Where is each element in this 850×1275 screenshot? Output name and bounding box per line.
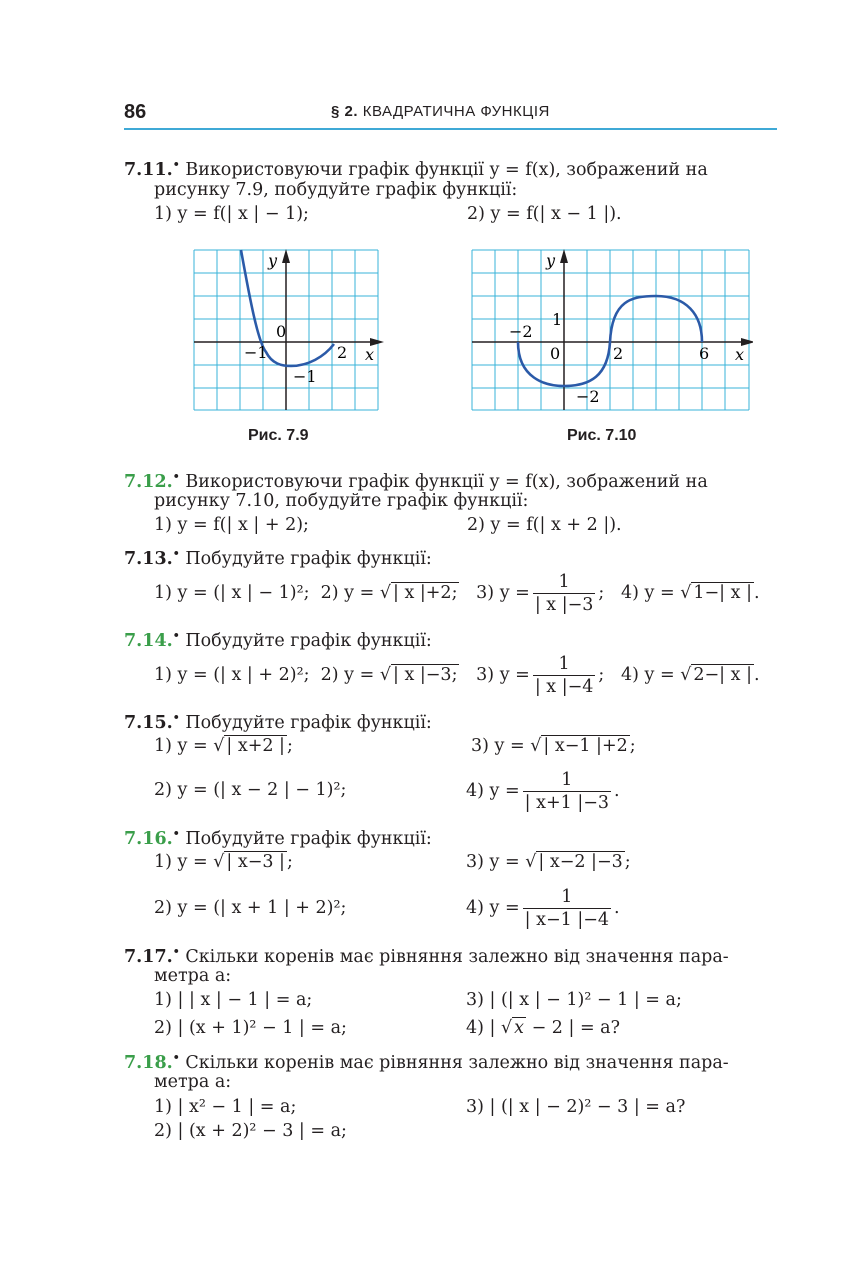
problem-7-17-item4: 4) | √ x − 2 | = a?: [466, 1018, 621, 1038]
denominator: | x |−3: [534, 595, 594, 615]
problem-7-15-item1: 1) y = √ | x+2 | ;: [154, 736, 293, 756]
problem-number: 7.14.: [124, 630, 173, 651]
item-2: 2) y =: [320, 583, 380, 603]
fraction: [523, 886, 611, 931]
origin-label: 0: [550, 344, 561, 363]
problem-7-16-item2: 2) y = (| x + 1 | + 2)²;: [154, 898, 347, 918]
problem-7-18-line2: метра a:: [154, 1072, 232, 1092]
numerator: 1: [533, 571, 596, 594]
separator: .: [614, 898, 620, 918]
tick-label-y-neg1: −1: [293, 367, 317, 386]
item-label: 3) y =: [471, 736, 531, 756]
problem-text: Побудуйте графік функції:: [185, 548, 432, 569]
problem-7-18-item2: 2) | (x + 2)² − 3 | = a;: [154, 1121, 347, 1141]
denominator: | x |−4: [534, 677, 594, 697]
numerator: 1: [523, 886, 611, 909]
item-label: 4) y =: [466, 898, 520, 918]
problem-7-17-line2: метра a:: [154, 966, 232, 986]
axis-label-x: x: [735, 345, 745, 364]
radicand: | x−3 |: [226, 852, 285, 872]
figure-7-10-caption: Рис. 7.10: [567, 427, 637, 444]
problem-text: Використовуючи графік функції y = f(x), зображений на: [185, 471, 708, 492]
problem-number: 7.12.: [124, 471, 173, 492]
problem-7-17-item3: 3) | (| x | − 1)² − 1 | = a;: [466, 990, 682, 1010]
problem-7-15-item4: [466, 768, 620, 814]
problem-7-11-item1: 1) y = f(| x | − 1);: [154, 204, 309, 224]
denominator: | x−1 |−4: [524, 910, 610, 930]
section-mark: § 2.: [331, 103, 359, 120]
separator: ;: [286, 852, 293, 872]
fraction: [533, 571, 596, 616]
figure-7-9-caption: Рис. 7.9: [248, 427, 309, 444]
problem-number: 7.17.: [124, 946, 173, 967]
problem-text: Скільки коренів має рівняння залежно від значення пара-: [185, 946, 729, 967]
item-1: 1) y = (| x | − 1)²;: [154, 583, 310, 603]
item-tail: − 2 | = a?: [526, 1018, 621, 1038]
separator: .: [614, 781, 620, 801]
problem-number: 7.16.: [124, 828, 173, 849]
numerator: 1: [533, 653, 596, 676]
tick-label-x-2: 2: [337, 343, 348, 362]
problem-7-15-item3: 3) y = √ | x−1 |+2 ;: [471, 736, 636, 756]
item-3: 3) y =: [476, 583, 530, 603]
radicand: 1−| x |: [693, 583, 752, 603]
problem-7-17-line1: 7.17.• Скільки коренів має рівняння залежно від значення пара-: [124, 945, 729, 967]
problem-7-12-item2: 2) y = f(| x + 2 |).: [467, 515, 622, 535]
tick-label-x-neg2: −2: [509, 322, 533, 341]
separator: ;: [598, 583, 605, 603]
item-label: 4) |: [466, 1018, 501, 1038]
problem-7-14-title: 7.14.• Побудуйте графік функції:: [124, 629, 432, 651]
tick-label-x-2: 2: [613, 344, 624, 363]
separator: .: [753, 665, 760, 685]
radicand: | x−1 |+2: [543, 736, 628, 756]
problem-number: 7.13.: [124, 548, 173, 569]
tick-label-x-6: 6: [699, 344, 710, 363]
header-rule: [124, 128, 777, 130]
radicand: | x+2 |: [226, 736, 285, 756]
fraction: [533, 653, 596, 698]
problem-7-14-items: 1) y = (| x | + 2)²; 2) y = √ | x |−3; 3) y = $\frac{1}{| x |-4}$ ; 4) y = √ 2−| x | .: [154, 654, 760, 697]
section-header: [331, 103, 550, 120]
item-label: 1) y =: [154, 736, 214, 756]
problem-7-11-line2: рисунку 7.9, побудуйте графік функції:: [154, 180, 518, 200]
problem-number: 7.18.: [124, 1052, 173, 1073]
separator: .: [753, 583, 760, 603]
separator: ;: [624, 852, 631, 872]
tick-label-y-1: 1: [552, 310, 563, 329]
denominator: | x+1 |−3: [524, 793, 610, 813]
item-4: 4) y =: [621, 583, 681, 603]
problem-7-18-item3: 3) | (| x | − 2)² − 3 | = a?: [466, 1097, 686, 1117]
item-label: 1) y =: [154, 852, 214, 872]
problem-text: Побудуйте графік функції:: [185, 630, 432, 651]
problem-7-11-line1: 7.11.• Використовуючи графік функції y = f(x), зображений на: [124, 158, 708, 180]
problem-number: 7.11.: [124, 159, 173, 180]
item-label: 3) y =: [466, 852, 526, 872]
problem-7-13-title: 7.13.• Побудуйте графік функції:: [124, 547, 432, 569]
problem-7-13-items: 1) y = (| x | − 1)²; 2) y = √ | x |+2; 3) y = $\frac{1}{| x |-3}$ ; 4) y = √ 1−| x | .: [154, 572, 760, 615]
item-2: 2) y =: [320, 665, 380, 685]
problem-7-17-item2: 2) | (x + 1)² − 1 | = a;: [154, 1018, 347, 1038]
problem-7-18-line1: 7.18.• Скільки коренів має рівняння залежно від значення пара-: [124, 1051, 729, 1073]
item-4: 4) y =: [621, 665, 681, 685]
radicand: | x |−3;: [392, 665, 458, 685]
problem-number: 7.15.: [124, 712, 173, 733]
separator: ;: [629, 736, 636, 756]
problem-7-15-item2: 2) y = (| x − 2 | − 1)²;: [154, 780, 347, 800]
axis-label-y: y: [268, 251, 278, 270]
numerator: 1: [523, 769, 611, 792]
problem-7-12-item1: 1) y = f(| x | + 2);: [154, 515, 309, 535]
item-1: 1) y = (| x | + 2)²;: [154, 665, 310, 685]
problem-7-16-item4: [466, 885, 620, 931]
origin-label: 0: [276, 322, 287, 341]
problem-7-16-title: 7.16.• Побудуйте графік функції:: [124, 827, 432, 849]
page-number: 86: [124, 101, 147, 123]
radicand: | x−2 |−3: [538, 852, 623, 872]
figure-7-10: [468, 246, 753, 412]
problem-7-11-item2: 2) y = f(| x − 1 |).: [467, 204, 622, 224]
fraction: [523, 769, 611, 814]
figure-7-9: [190, 246, 385, 412]
axis-label-x: x: [365, 345, 375, 364]
problem-7-12-line2: рисунку 7.10, побудуйте графік функції:: [154, 491, 529, 511]
problem-7-12-line1: 7.12.• Використовуючи графік функції y = f(x), зображений на: [124, 470, 708, 492]
item-label: 4) y =: [466, 781, 520, 801]
radicand: x: [514, 1018, 525, 1038]
axis-label-y: y: [546, 251, 556, 270]
problem-text: Використовуючи графік функції y = f(x), зображений на: [185, 159, 708, 180]
item-3: 3) y =: [476, 665, 530, 685]
problem-text: Побудуйте графік функції:: [185, 712, 432, 733]
problem-7-16-item1: 1) y = √ | x−3 | ;: [154, 852, 293, 872]
radicand: | x |+2;: [392, 583, 458, 603]
separator: ;: [598, 665, 605, 685]
problem-7-16-item3: 3) y = √ | x−2 |−3 ;: [466, 852, 631, 872]
tick-label-y-neg2: −2: [576, 387, 600, 406]
problem-text: Скільки коренів має рівняння залежно від значення пара-: [185, 1052, 729, 1073]
problem-text: Побудуйте графік функції:: [185, 828, 432, 849]
problem-7-17-item1: 1) | | x | − 1 | = a;: [154, 990, 313, 1010]
problem-7-18-item1: 1) | x² − 1 | = a;: [154, 1097, 297, 1117]
section-title: КВАДРАТИЧНА ФУНКЦІЯ: [362, 103, 550, 120]
tick-label-x-neg1: −1: [244, 343, 268, 362]
problem-7-15-title: 7.15.• Побудуйте графік функції:: [124, 711, 432, 733]
radicand: 2−| x |: [693, 665, 752, 685]
separator: ;: [286, 736, 293, 756]
